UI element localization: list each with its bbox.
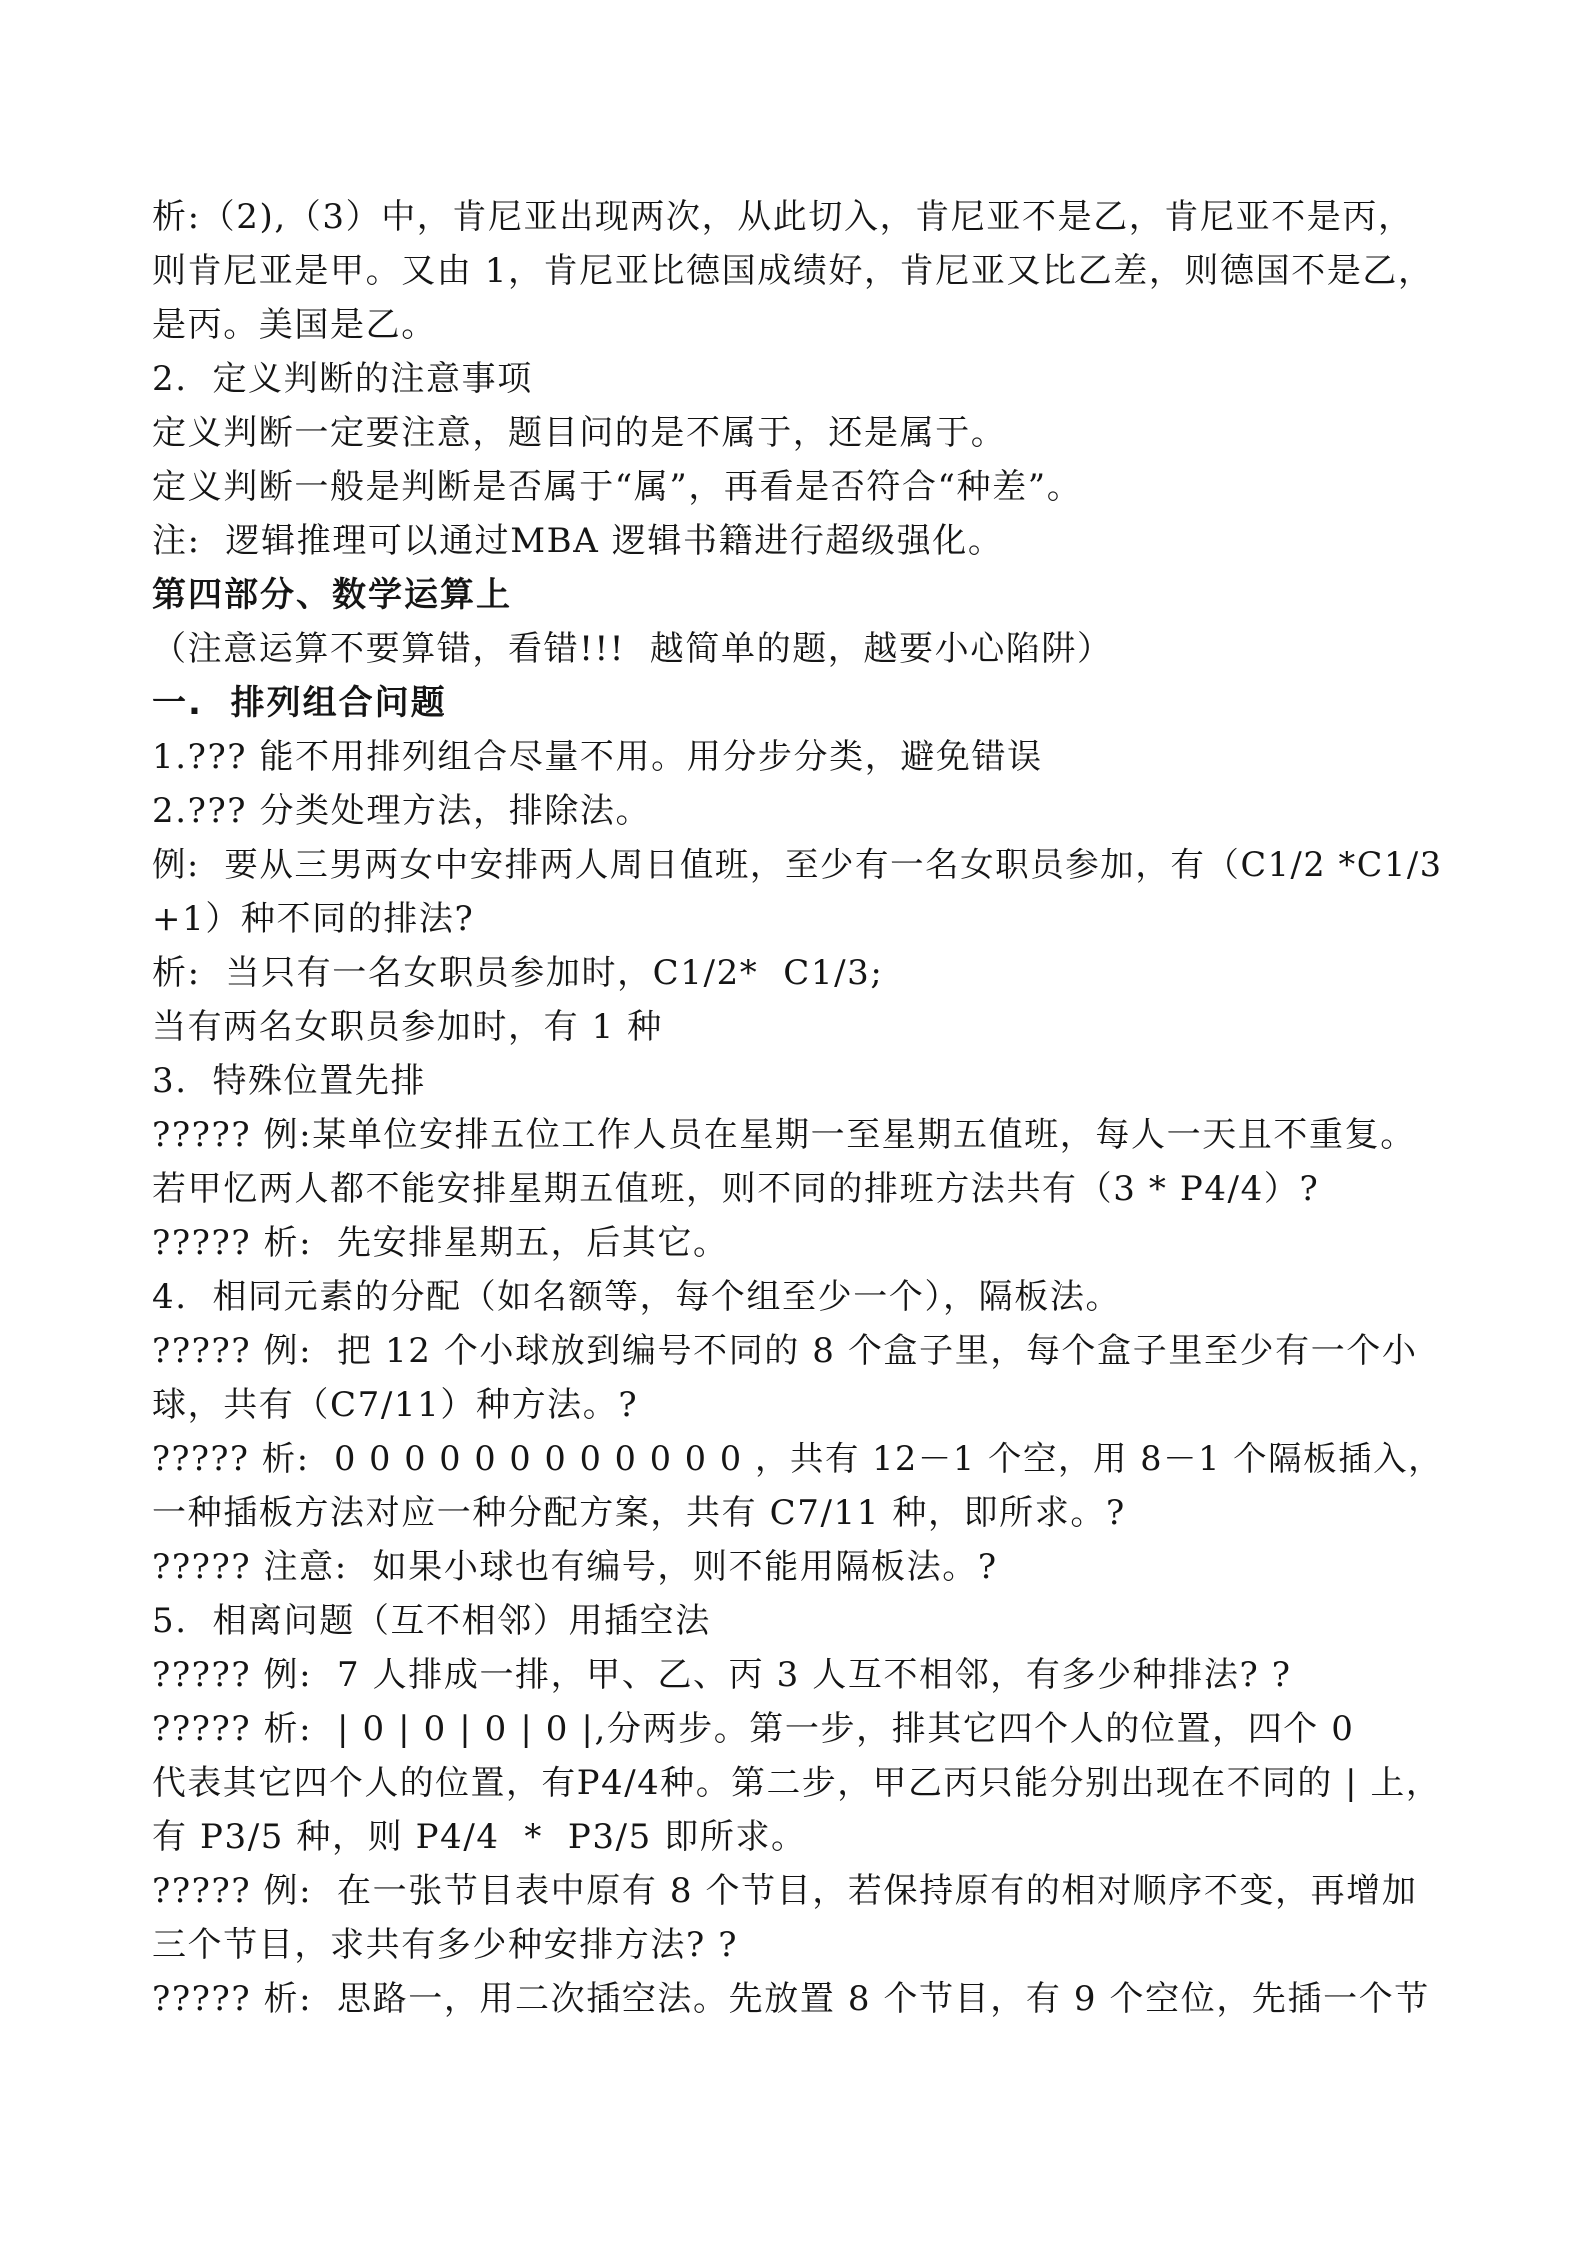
text-line: ????? 析: 先安排星期五，后其它。 — [152, 1223, 729, 1263]
document-body — [152, 190, 1442, 2026]
text-line: ????? 析: 思路一，用二次插空法。先放置 8 个节目，有 9 个空位，先插一个节 — [152, 1979, 1430, 2019]
subsection-heading: 2. 定义判断的注意事项 — [152, 359, 533, 399]
text-line: ????? 析: | 0 | 0 | 0 | 0 |,分两步。第一步，排其它四个人的位置，四个 0 — [152, 1709, 1355, 1749]
text-line: 1.??? 能不用排列组合尽量不用。用分步分类，避免错误 — [152, 737, 1043, 777]
text-line: 三个节目，求共有多少种安排方法? ? — [152, 1925, 739, 1965]
text-line: 有 P3/5 种，则 P4/4 * P3/5 即所求。 — [152, 1817, 807, 1857]
text-line: +1）种不同的排法? — [152, 899, 475, 939]
text-line: 代表其它四个人的位置，有P4/4种。第二步，甲乙丙只能分别出现在不同的 | 上， — [152, 1763, 1442, 1802]
text-line: ????? 析: 0 0 0 0 0 0 0 0 0 0 0 0 ，共有 12－1 个空，用 8－1 个隔板插入， — [152, 1439, 1444, 1478]
text-line: ????? 注意: 如果小球也有编号，则不能用隔板法。? — [152, 1547, 998, 1587]
text-line: ????? 例: 在一张节目表中原有 8 个节目，若保持原有的相对顺序不变，再增加 — [152, 1871, 1418, 1911]
text-line: 是丙。美国是乙。 — [152, 305, 437, 345]
section-heading: 一. 排列组合问题 — [152, 683, 447, 723]
text-line: 析:（2),（3）中，肯尼亚出现两次，从此切入，肯尼亚不是乙，肯尼亚不是丙， — [152, 197, 1414, 237]
text-line: 当有两名女职员参加时，有 1 种 — [152, 1007, 663, 1047]
text-line: 定义判断一般是判断是否属于“属”，再看是否符合“种差”。 — [152, 467, 1083, 507]
subsection-heading: 5. 相离问题（互不相邻）用插空法 — [152, 1601, 711, 1641]
text-line: ????? 例: 把 12 个小球放到编号不同的 8 个盒子里，每个盒子里至少有一个小 — [152, 1331, 1418, 1371]
text-line: 若甲忆两人都不能安排星期五值班，则不同的排班方法共有（3 * P4/4）? — [152, 1169, 1320, 1209]
text-line: （注意运算不要算错，看错!!! 越简单的题，越要小心陷阱） — [152, 629, 1113, 669]
text-line: 析: 当只有一名女职员参加时，C1/2* C1/3; — [152, 953, 884, 993]
text-line: 例: 要从三男两女中安排两人周日值班，至少有一名女职员参加，有（C1/2 *C1/3 — [152, 845, 1443, 884]
text-line: 2.??? 分类处理方法，排除法。 — [152, 791, 652, 831]
text-line: 定义判断一定要注意，题目问的是不属于，还是属于。 — [152, 413, 1007, 453]
text-line: ????? 例:某单位安排五位工作人员在星期一至星期五值班，每人一天且不重复。 — [152, 1115, 1416, 1155]
subsection-heading: 3. 特殊位置先排 — [152, 1061, 427, 1101]
text-line: ????? 例: 7 人排成一排，甲、乙、丙 3 人互不相邻，有多少种排法? ? — [152, 1655, 1292, 1695]
subsection-heading: 4. 相同元素的分配（如名额等，每个组至少一个），隔板法。 — [152, 1277, 1122, 1317]
text-line: 一种插板方法对应一种分配方案，共有 C7/11 种，即所求。? — [152, 1493, 1126, 1533]
text-line: 球，共有（C7/11）种方法。? — [152, 1385, 639, 1425]
text-line: 注: 逻辑推理可以通过MBA 逻辑书籍进行超级强化。 — [152, 521, 1004, 561]
section-heading: 第四部分、数学运算上 — [152, 575, 512, 615]
text-line: 则肯尼亚是甲。又由 1，肯尼亚比德国成绩好，肯尼亚又比乙差，则德国不是乙， — [152, 251, 1434, 291]
